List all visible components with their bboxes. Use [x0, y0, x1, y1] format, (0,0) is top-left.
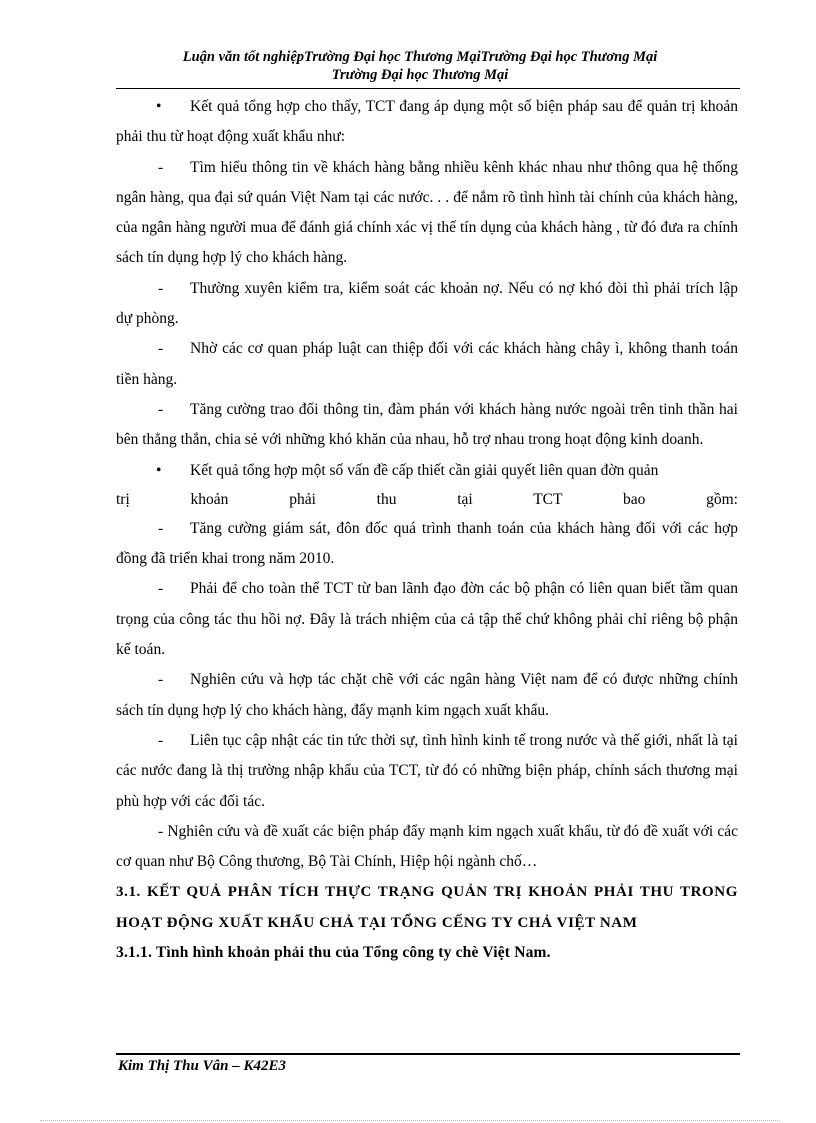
paragraph-dash-6 [116, 574, 738, 665]
paragraph-bullet-1 [116, 92, 738, 153]
paragraph-text: Nhờ các cơ quan pháp luật can thiệp đối với các khách hàng chây ì, không thanh toán tiền hàng. [116, 340, 738, 388]
paragraph-dash-9: - Nghiên cứu và đề xuất các biện pháp đẩy mạnh kim ngạch xuất khẩu, từ đó đề xuất với các cơ quan như Bộ Công thương, Bộ Tài Chính, Hiệp hội ngành chố… [116, 822, 738, 871]
paragraph-dash-7 [116, 665, 738, 726]
paragraph-text: Tăng cường giám sát, đôn đốc quá trình thanh toán của khách hàng đối với các hợp đồng đã triển khai trong năm 2010. [116, 519, 738, 568]
bullet-icon: • [156, 98, 162, 115]
paragraph-text: Kết quả tổng hợp cho thấy, TCT đang áp dụng một số biện pháp sau để quản trị khoản phải thu từ hoạt động xuất khẩu như: [116, 98, 738, 146]
dash-marker: - [158, 580, 164, 598]
paragraph-text: Kết quả tổng hợp một số vấn đề cấp thiết cần giải quyết liên quan đờn quản [190, 461, 659, 479]
paragraph-text: Phải để cho toàn thể TCT từ ban lãnh đạo đờn các bộ phận có liên quan biết tầm quan trọng của công tác thu hồi nợ. Đây là trách nhiệm của cả tập thể chứ không phải chỉ riêng bộ phận kế toán. [116, 580, 738, 659]
header-line-2: Trường Đại học Thương Mại [331, 67, 509, 83]
paragraph-text: Thường xuyên kiểm tra, kiểm soát các khoản nợ. Nếu có nợ khó đòi thì phải trích lập dự phòng. [116, 279, 738, 328]
page-header [100, 48, 740, 84]
page-footer: Kim Thị Thu Vân – K42E3 [118, 1058, 286, 1074]
paragraph-text: Tăng cường trao đổi thông tin, đàm phán với khách hàng nước ngoài trên tinh thần hai bên thẳng thắn, chia sẻ với những khó khăn của nhau, hỗ trợ nhau trong hoạt động kinh doanh. [116, 400, 738, 449]
paragraph-text: Tìm hiểu thông tin về khách hàng bằng nhiều kênh khác nhau như thông qua hệ thống ngân hàng, qua đại sứ quán Việt Nam tại các nước. . . để nắm rõ tình hình tài chính của khách hàng, của ngân hàng người mua để đánh giá chính xác vị thế tín dụng của khách hàng , từ đó đưa ra chính sách tín dụng hợp lý cho khách hàng. [116, 158, 738, 267]
paragraph-text: Nghiên cứu và hợp tác chặt chẽ với các ngân hàng Việt nam để có được những chính sách tín dụng hợp lý cho khách hàng, đẩy mạnh kim ngạch xuất khẩu. [116, 671, 738, 719]
section-heading-3-1-1: 3.1.1. Tình hình khoản phải thu của Tổng công ty chè Việt Nam. [116, 944, 551, 962]
dash-marker: - [158, 731, 164, 749]
dash-marker: - [158, 519, 164, 537]
dash-marker: - [158, 340, 164, 358]
footer-rule [116, 1053, 740, 1055]
document-body [116, 92, 738, 968]
dash-marker: - [158, 279, 164, 297]
dash-marker: - [158, 671, 164, 689]
page-bottom-border [40, 1120, 780, 1121]
paragraph-text: Liên tục cập nhật các tin tức thời sự, tình hình kinh tế trong nước và thế giới, nhất là tại các nước đang là thị trường nhập khẩu của TCT, từ đó có những biện pháp, chính sách thương mại phù hợp với các đối tác. [116, 731, 738, 810]
paragraph-bullet-2 [116, 456, 738, 486]
paragraph-dash-1 [116, 153, 738, 274]
dash-marker: - [158, 400, 164, 418]
dash-marker: - [158, 158, 164, 176]
paragraph-dash-5 [116, 514, 738, 575]
bullet-icon: • [156, 461, 162, 479]
paragraph-bullet-2-continued: trị khoản phải thu tại TCT bao gồm: [116, 490, 738, 508]
paragraph-dash-2 [116, 274, 738, 335]
header-line-1: Luận văn tốt nghiệpTrường Đại học Thương MạiTrường Đại học Thương Mại [182, 49, 658, 65]
header-rule [116, 88, 740, 89]
paragraph-dash-3 [116, 334, 738, 395]
section-heading-3-1: 3.1. KẾT QUẢ PHÂN TÍCH THỰC TRẠNG QUẢN TRỊ KHOẢN PHẢI THU TRONG HOẠT ĐỘNG XUẤT KHẨU CHẢ TẠI TỔNG CẾNG TY CHẢ VIỆT NAM [116, 884, 738, 931]
paragraph-dash-4 [116, 395, 738, 456]
paragraph-dash-8 [116, 726, 738, 817]
